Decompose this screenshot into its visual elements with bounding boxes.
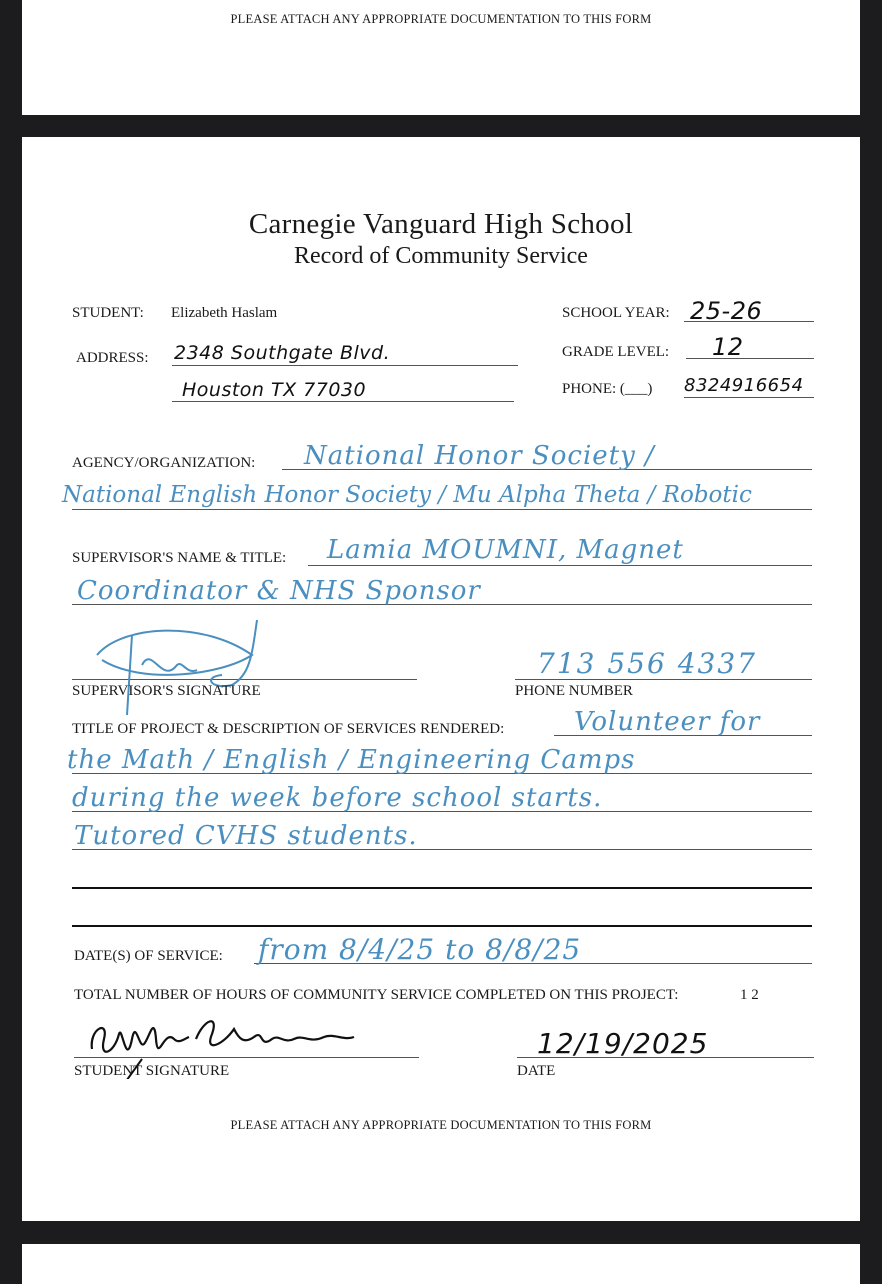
student-name-value: Elizabeth Haslam <box>171 305 278 321</box>
school-year-value: 25-26 <box>690 297 763 325</box>
previous-page <box>22 0 860 115</box>
phone-value: 8324916654 <box>684 375 804 396</box>
agency-line2-value: National English Honor Society / Mu Alpha Theta / Robotic <box>62 482 752 508</box>
supervisor-name-line2-value: Coordinator & NHS Sponsor <box>77 576 481 606</box>
project-line4-value: Tutored CVHS students. <box>74 821 418 851</box>
attach-documentation-note-bottom: PLEASE ATTACH ANY APPROPRIATE DOCUMENTATION TO THIS FORM <box>230 1118 652 1132</box>
project-line-6 <box>72 925 812 927</box>
project-line3-value: during the week before school starts. <box>72 783 603 813</box>
agency-label: AGENCY/ORGANIZATION: <box>72 455 256 471</box>
address-line-1 <box>172 365 518 366</box>
phone-label: PHONE: (___) <box>562 381 653 397</box>
project-description-label: TITLE OF PROJECT & DESCRIPTION OF SERVICES RENDERED: <box>72 721 505 737</box>
attach-documentation-note: PLEASE ATTACH ANY APPROPRIATE DOCUMENTATION TO THIS FORM <box>230 12 652 26</box>
project-line-5 <box>72 887 812 889</box>
address-line2-value: Houston TX 77030 <box>182 379 367 401</box>
school-year-label: SCHOOL YEAR: <box>562 305 670 321</box>
student-signature-label: STUDENT SIGNATURE <box>74 1063 230 1079</box>
agency-line1-value: National Honor Society / <box>304 441 655 471</box>
total-hours-value: 1 2 <box>740 987 759 1003</box>
form-title: Record of Community Service <box>294 243 588 269</box>
supervisor-signature <box>82 615 282 725</box>
supervisor-name-line-1 <box>308 565 812 566</box>
community-service-form-page <box>22 137 860 1221</box>
grade-level-value: 12 <box>712 333 744 361</box>
supervisor-signature-label: SUPERVISOR'S SIGNATURE <box>72 683 261 699</box>
phone-line <box>684 397 814 398</box>
project-line1-value: Volunteer for <box>574 707 761 737</box>
date-label: DATE <box>517 1063 556 1079</box>
address-line-2 <box>172 401 514 402</box>
next-page <box>22 1244 860 1284</box>
project-line2-value: the Math / English / Engineering Camps <box>67 745 636 775</box>
address-line1-value: 2348 Southgate Blvd. <box>174 342 391 364</box>
date-value: 12/19/2025 <box>537 1027 709 1060</box>
dates-of-service-value: from 8/4/25 to 8/8/25 <box>258 933 582 966</box>
supervisor-name-label: SUPERVISOR'S NAME & TITLE: <box>72 550 287 566</box>
student-label: STUDENT: <box>72 305 144 321</box>
grade-level-line <box>686 358 814 359</box>
address-label: ADDRESS: <box>76 350 149 366</box>
dates-of-service-label: DATE(S) OF SERVICE: <box>74 948 223 964</box>
agency-line-2 <box>72 509 812 510</box>
supervisor-name-line1-value: Lamia MOUMNI, Magnet <box>327 535 684 565</box>
grade-level-label: GRADE LEVEL: <box>562 344 670 360</box>
supervisor-phone-value: 713 556 4337 <box>537 647 757 680</box>
school-name: Carnegie Vanguard High School <box>248 208 634 240</box>
supervisor-phone-label: PHONE NUMBER <box>515 683 633 699</box>
total-hours-label: TOTAL NUMBER OF HOURS OF COMMUNITY SERVICE COMPLETED ON THIS PROJECT: <box>74 987 679 1003</box>
